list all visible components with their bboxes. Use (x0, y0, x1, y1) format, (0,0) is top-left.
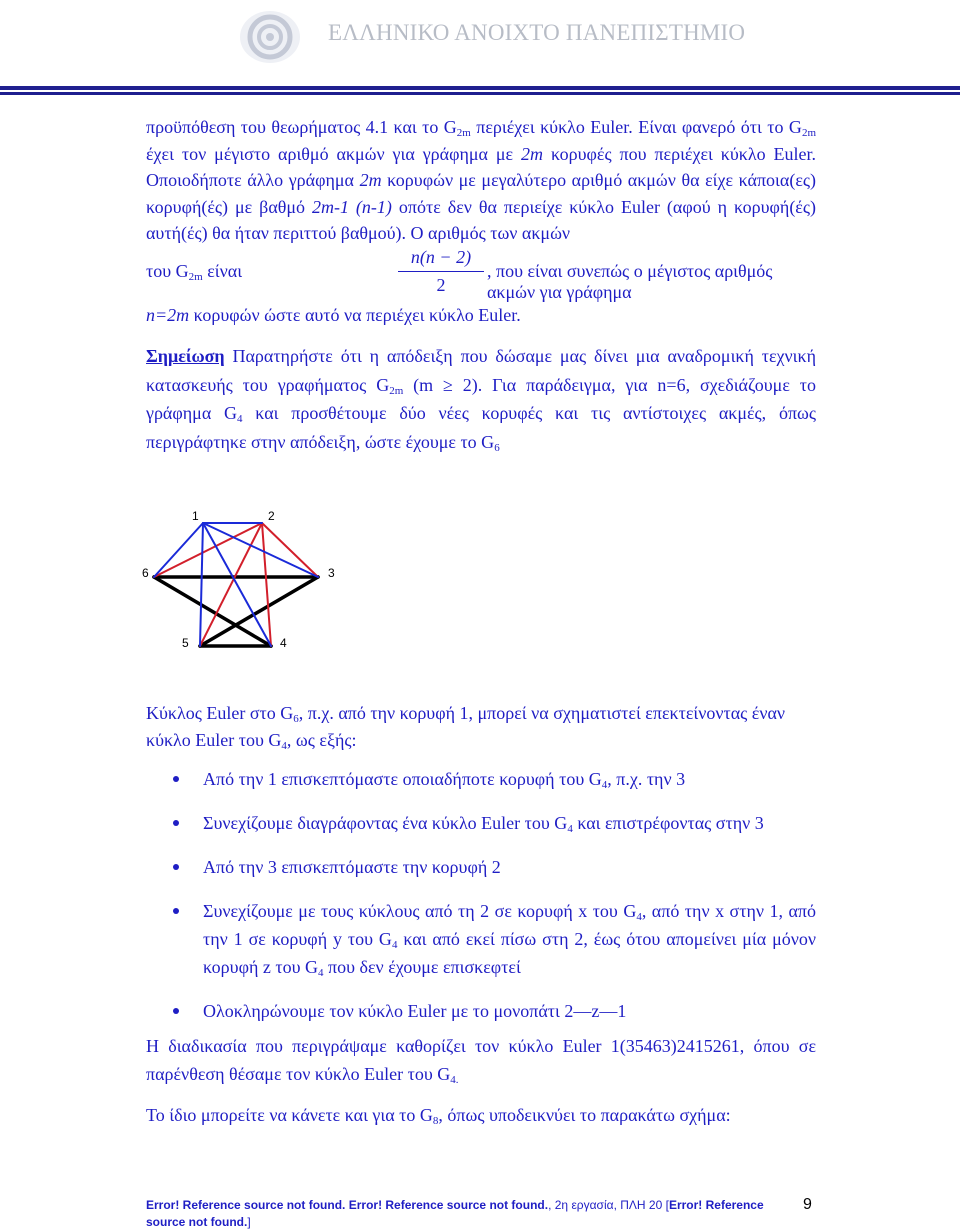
page-number: 9 (803, 1196, 812, 1213)
list-item: Από την 3 επισκεπτόμαστε την κορυφή 2 (146, 853, 816, 881)
header-rule (0, 86, 960, 90)
paragraph-intro: προϋπόθεση του θεωρήματος 4.1 και το $G_{2m}$ περιέχει κύκλο Euler. Είναι φανερό ότι το $G_{2m}$ έχει τον μέγιστο αριθμό ακμών για γράφημα με 2m κορυφές που περιέχει κύκλο Euler. Οποιοδήποτε άλλο γράφημα 2m κορυφών με μεγαλύτερο αριθμό ακμών θα είχε κάποια(ες) κορυφή(ές) με βαθμό 2m-1 (n-1) οπότε δεν θα περιείχε κύκλο Euler (αφού η κορυφή(ές) αυτή(ές) θα ήταν περιττού βαθμού). Ο αριθμός των ακμών (146, 117, 817, 243)
page-footer: Error! Reference source not found. Error! Reference source not found., 2η εργασία, ΠΛΗ 20 [Error! Reference source not found.] (146, 1198, 764, 1229)
edge-count-formula-line: του $G_{2m}$ είναι n(n − 2) 2 , που είναι συνεπώς ο μέγιστος αριθμός ακμών για γράφημα (146, 247, 773, 302)
edge-1-3 (203, 523, 318, 577)
list-item: Συνεχίζουμε με τους κύκλους από τη 2 σε κορυφή x του $G_4$, από την x στην 1, από την 1 σε κορυφή y του $G_4$ και από εκεί πίσω στη 2, έως ότου απομείνει μία μόνον κορυφή z του $G_4$ που δεν έχουμε επισκεφτεί (146, 897, 816, 981)
edge-2-3 (262, 523, 318, 577)
note-paragraph: Σημείωση Παρατηρήστε ότι η απόδειξη που δώσαμε μας δίνει μια αναδρομική τεχνική κατασκευής του γραφήματος $G_{2m}$ (m ≥ 2). Για παράδειγμα, για n=6, σχεδιάζουμε το γράφημα $G_4$ και προσθέτουμε δύο νέες κορυφές και τις αντίστοιχες ακμές, όπως περιγράφτηκε στην απόδειξη, ώστε έχουμε το $G_6$ (146, 346, 817, 454)
euler-graph-g6 (140, 505, 340, 655)
vertex-label-5: 5 (182, 636, 189, 650)
list-item: Ολοκληρώνουμε τον κύκλο Euler με το μονοπάτι 2—z—1 (146, 997, 816, 1025)
procedure-paragraph: Η διαδικασία που περιγράψαμε καθορίζει τον κύκλο Euler 1(35463)2415261, όπου σε παρένθεση θέσαμε τον κύκλο Euler του $G_{4.}$ (146, 1036, 816, 1086)
euler-cycle-caption: Κύκλος Euler στο $G_6$, π.χ. από την κορυφή 1, μπορεί να σχηματιστεί επεκτείνοντας έναν κύκλο Euler του $G_4$, ως εξής: (146, 703, 786, 752)
list-item: Από την 1 επισκεπτόμαστε οποιαδήποτε κορυφή του $G_4$, π.χ. την 3 (146, 765, 816, 793)
vertex-label-2: 2 (268, 509, 275, 523)
note-label: Σημείωση (146, 346, 225, 366)
header-rule-secondary (0, 92, 960, 95)
construction-steps (146, 765, 816, 1025)
edge-count-fraction: n(n − 2) 2 (398, 247, 484, 296)
vertex-label-4: 4 (280, 636, 287, 650)
edge-1-5 (200, 523, 203, 646)
header-title: ΕΛΛΗΝΙΚΟ ΑΝΟΙΧΤΟ ΠΑΝΕΠΙΣΤΗΜΙΟ (328, 20, 746, 45)
university-logo (237, 8, 303, 66)
edge-6-4 (154, 577, 271, 646)
vertex-label-3: 3 (328, 566, 335, 580)
vertex-label-6: 6 (142, 566, 149, 580)
list-item: Συνεχίζουμε διαγράφοντας ένα κύκλο Euler του $G_4$ και επιστρέφοντας στην 3 (146, 809, 816, 837)
edge-1-6 (154, 523, 203, 577)
vertex-label-1: 1 (192, 509, 199, 523)
edge-2-4 (262, 523, 271, 646)
paragraph-vertices: n=2m κορυφών ώστε αυτό να περιέχει κύκλο Euler. (146, 305, 521, 325)
g8-paragraph: Το ίδιο μπορείτε να κάνετε και για το $G_8$, όπως υποδεικνύει το παρακάτω σχήμα: (146, 1105, 731, 1127)
